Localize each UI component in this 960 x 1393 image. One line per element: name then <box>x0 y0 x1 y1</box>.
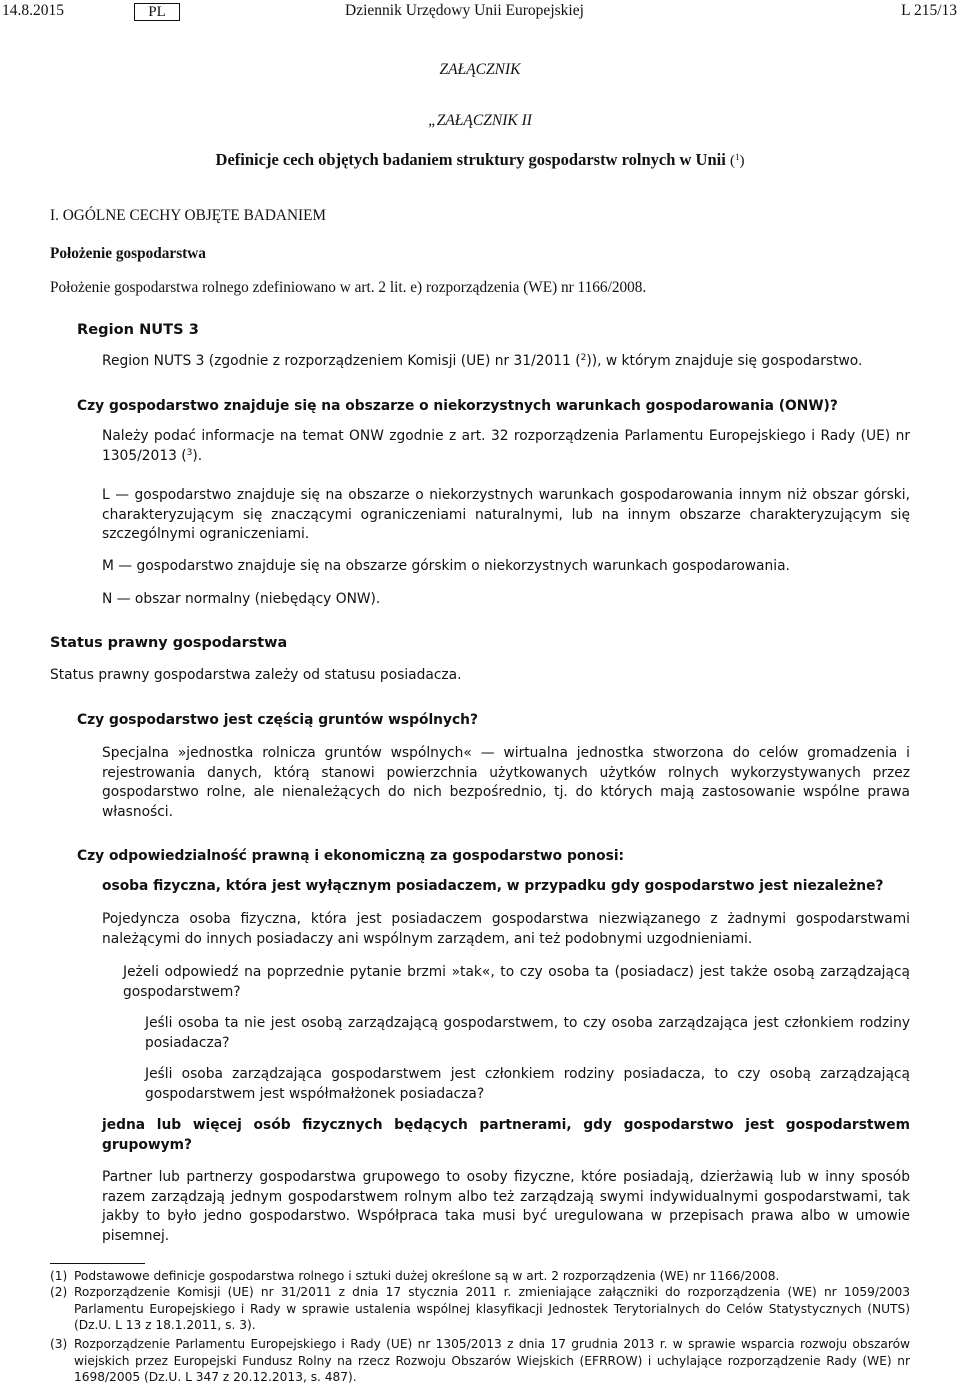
onw-option-m: M — gospodarstwo znajduje się na obszarze górskim o niekorzystnych warunkach gospodarowania. <box>102 558 790 574</box>
annex-title: ZAŁĄCZNIK <box>439 61 521 78</box>
responsibility-question: Czy odpowiedzialność prawną i ekonomiczną za gospodarstwo ponosi: <box>77 848 625 864</box>
onw-question: Czy gospodarstwo znajduje się na obszarze o niekorzystnych warunkach gospodarowania (ONW)? <box>77 398 838 414</box>
location-text: Położenie gospodarstwa rolnego zdefiniowano w art. 2 lit. e) rozporządzenia (WE) nr 1166/2008. <box>50 279 647 296</box>
nuts-text-before: Region NUTS 3 (zgodnie z rozporządzeniem Komisji (UE) nr 31/2011 ( <box>102 353 581 369</box>
footnote-3 <box>50 1336 910 1386</box>
definitions-title <box>0 150 960 170</box>
footnote-text: Rozporządzenie Parlamentu Europejskiego i Rady (UE) nr 1305/2013 z dnia 17 grudnia 2013 r. w sprawie wsparcia rozwoju obszarów wiejskich przez Europejski Fundusz Rolny na rzecz Rozwoju Obszarów Wiejskich (EFRROW) i uchylające rozporządzenie Rady (WE) nr 1698/2005 (Dz.U. L 347 z 20.12.2013, s. 487). <box>74 1337 910 1385</box>
publication-date: 14.8.2015 <box>2 2 64 19</box>
family-question: Jeśli osoba ta nie jest osobą zarządzającą gospodarstwem, to czy osoba zarządzająca jest członkiem rodziny posiadacza? <box>145 1015 910 1051</box>
nuts-heading: Region NUTS 3 <box>77 321 199 338</box>
nuts-text-after: )), w którym znajduje się gospodarstwo. <box>586 353 863 369</box>
group-text: Partner lub partnerzy gospodarstwa grupowego to osoby fizyczne, które posiadają, dzierżawią lub w inny sposób razem zarządzają jednym gospodarstwem rolnym albo też zarządzają swymi indywidualnymi gospodarstwami, tak jakby to było jedno gospodarstwo. Współpraca taka musi być uregulowana w przepisach prawa albo w umowie pisemnej. <box>102 1169 910 1244</box>
footnote-ref-3[interactable]: 3 <box>186 447 193 458</box>
footnote-mark: (2) <box>50 1285 68 1299</box>
location-heading: Położenie gospodarstwa <box>50 245 206 262</box>
footnote-2 <box>50 1284 910 1334</box>
footnote-ref-2[interactable]: 2 <box>580 353 587 363</box>
legal-status-heading: Status prawny gospodarstwa <box>50 635 288 651</box>
footnote-text: Rozporządzenie Komisji (UE) nr 31/2011 z dnia 17 stycznia 2011 r. zmieniające załączniki do rozporządzenia (WE) nr 1059/2003 Parlamentu Europejskiego i Rady w sprawie ustalenia wspólnej klasyfikacji Jednostek Terytorialnych do Celów Statystycznych (NUTS) (Dz.U. L 13 z 18.1.2011, s. 3). <box>74 1285 910 1333</box>
footnote-divider <box>50 1263 145 1264</box>
page-header <box>0 2 960 28</box>
sole-holder-heading: osoba fizyczna, która jest wyłącznym posiadaczem, w przypadku gdy gospodarstwo jest niezależne? <box>102 878 884 894</box>
journal-title: Dziennik Urzędowy Unii Europejskiej <box>345 2 584 19</box>
page-reference: L 215/13 <box>901 2 957 19</box>
footnote-mark: (3) <box>50 1337 68 1351</box>
definitions-title-text: Definicje cech objętych badaniem struktury gospodarstw rolnych w Unii <box>215 150 726 169</box>
legal-status-text: Status prawny gospodarstwa zależy od statusu posiadacza. <box>50 667 462 683</box>
spouse-question: Jeśli osoba zarządzająca gospodarstwem jest członkiem rodziny posiadacza, to czy osobą zarządzającą gospodarstwem jest współmałżonek posiadacza? <box>145 1066 910 1102</box>
footnote-1 <box>50 1268 910 1285</box>
definitions-footnote-ref[interactable]: ($^1$) <box>729 152 745 169</box>
onw-info <box>102 427 910 466</box>
onw-option-n: N — obszar normalny (niebędący ONW). <box>102 591 381 607</box>
nuts-text <box>102 352 862 372</box>
onw-info-after: ). <box>192 447 203 464</box>
common-land-text: Specjalna »jednostka rolnicza gruntów wspólnych« — wirtualna jednostka stworzona do celów gromadzenia i rejestrowania danych, którą stanowi powierzchnia użytkowanych użytków rolnych wykorzystywanych przez gospodarstwo rolne, ale nienależących do nich bezpośrednio, tj. do których mają zastosowanie wspólne prawa własności. <box>102 745 910 820</box>
group-heading: jedna lub więcej osób fizycznych będących partnerami, gdy gospodarstwo jest gospodarstwem grupowym? <box>102 1117 910 1153</box>
onw-option-l: L — gospodarstwo znajduje się na obszarze o niekorzystnych warunkach gospodarowania innym niż obszar górski, charakteryzującym się znaczącymi ograniczeniami naturalnymi, lub na innym obszarze charakteryzującym się szczególnymi ograniczeniami. <box>102 487 910 543</box>
footnote-text: Podstawowe definicje gospodarstwa rolnego i sztuki dużej określone są w art. 2 rozporządzenia (WE) nr 1166/2008. <box>74 1269 780 1283</box>
common-land-question: Czy gospodarstwo jest częścią gruntów wspólnych? <box>77 712 479 728</box>
footnote-mark: (1) <box>50 1269 68 1283</box>
onw-info-before: Należy podać informacje na temat ONW zgodnie z art. 32 rozporządzenia Parlamentu Europejskiego i Rady (UE) nr 1305/2013 ( <box>102 428 910 464</box>
sole-holder-text: Pojedyncza osoba fizyczna, która jest posiadaczem gospodarstwa niezwiązanego z żadnymi gospodarstwami należącymi do innych posiadaczy ani wspólnym zarządem, ani też podobnymi uzgodnieniami. <box>102 911 910 947</box>
language-badge: PL <box>134 3 180 21</box>
manager-question: Jeżeli odpowiedź na poprzednie pytanie brzmi »tak«, to czy osoba ta (posiadacz) jest także osobą zarządzającą gospodarstwem? <box>123 964 910 1000</box>
section-i-heading: I. OGÓLNE CECHY OBJĘTE BADANIEM <box>50 207 327 224</box>
annex-ii-title: „ZAŁĄCZNIK II <box>428 112 532 129</box>
